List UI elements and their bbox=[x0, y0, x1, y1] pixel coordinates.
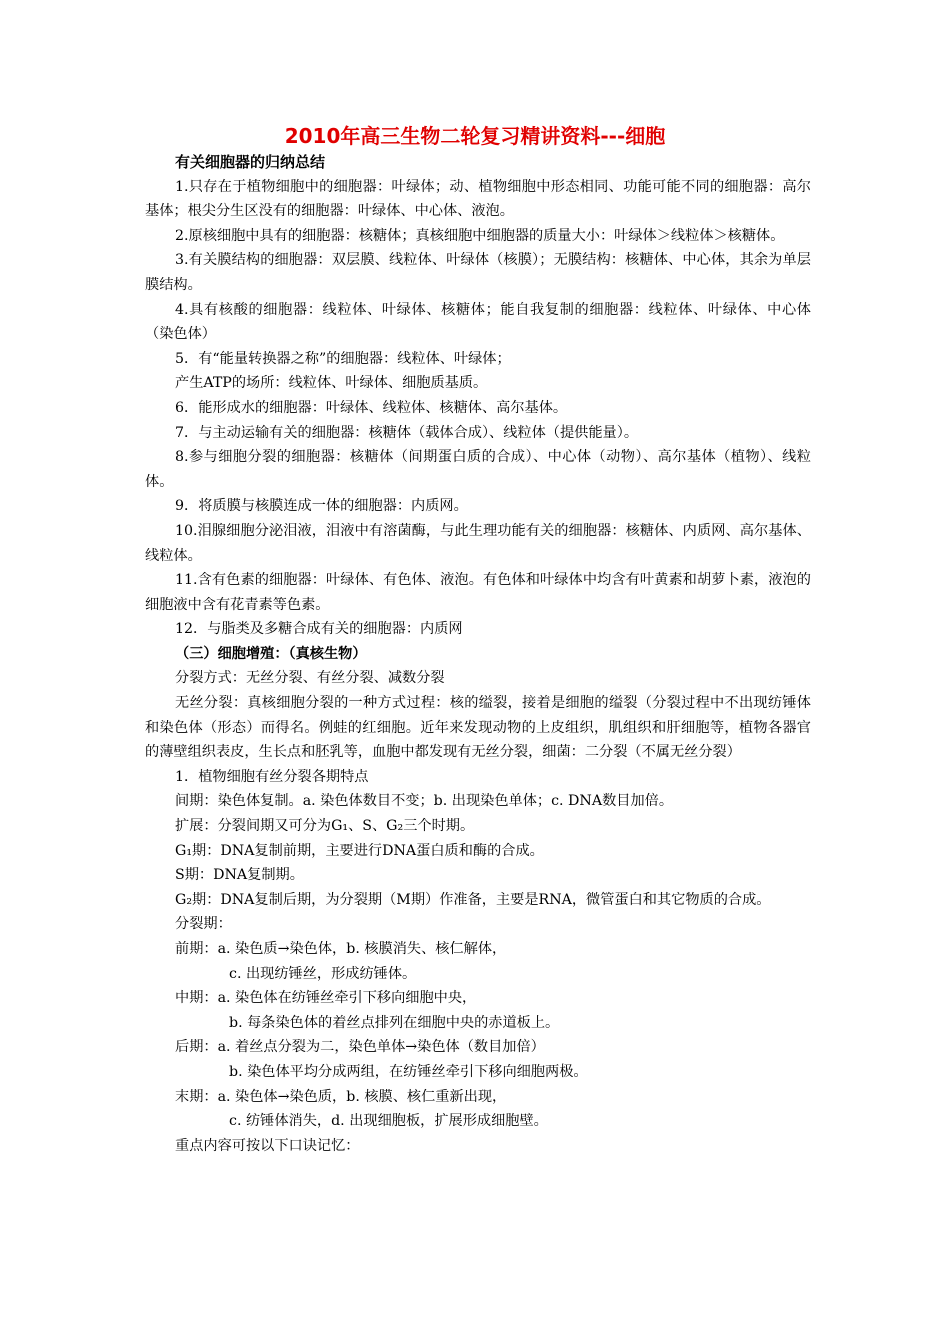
paragraph: 8.参与细胞分裂的细胞器：核糖体（间期蛋白质的合成）、中心体（动物）、高尔基体（植物）、线粒体。 bbox=[145, 449, 811, 490]
section-heading: 有关细胞器的归纳总结 bbox=[175, 153, 326, 171]
paragraph: 中期：a. 染色体在纺锤丝牵引下移向细胞中央， bbox=[175, 990, 477, 1007]
paragraph: 前期：a. 染色质→染色体，b. 核膜消失、核仁解体， bbox=[175, 941, 507, 957]
paragraph: 3.有关膜结构的细胞器：双层膜、线粒体、叶绿体（核膜）；无膜结构：核糖体、中心体，其余为单层膜结构。 bbox=[145, 252, 811, 293]
paragraph: c. 出现纺锤丝，形成纺锤体。 bbox=[229, 965, 417, 982]
paragraph: 分裂方式：无丝分裂、有丝分裂、减数分裂 bbox=[175, 670, 445, 687]
paragraph: S期：DNA复制期。 bbox=[175, 867, 304, 884]
paragraph: 7．与主动运输有关的细胞器：核糖体（载体合成）、线粒体（提供能量）。 bbox=[175, 424, 639, 441]
paragraph: 扩展：分裂间期又可分为G₁、S、G₂三个时期。 bbox=[175, 818, 475, 835]
document-body bbox=[145, 150, 811, 1158]
paragraph: G₁期：DNA复制前期，主要进行DNA蛋白质和酶的合成。 bbox=[175, 842, 544, 859]
paragraph: b. 染色体平均分成两组，在纺锤丝牵引下移向细胞两极。 bbox=[229, 1063, 588, 1080]
paragraph: 11.含有色素的细胞器：叶绿体、有色体、液泡。有色体和叶绿体中均含有叶黄素和胡萝卜素，液泡的细胞液中含有花青素等色素。 bbox=[145, 572, 811, 613]
paragraph: 6．能形成水的细胞器：叶绿体、线粒体、核糖体、高尔基体。 bbox=[175, 399, 568, 416]
paragraph: 9．将质膜与核膜连成一体的细胞器：内质网。 bbox=[175, 498, 468, 515]
paragraph: 间期：染色体复制。a. 染色体数目不变；b. 出现染色单体；c. DNA数目加倍。 bbox=[175, 793, 674, 810]
paragraph: 分裂期： bbox=[175, 916, 232, 933]
paragraph: 无丝分裂：真核细胞分裂的一种方式过程：核的缢裂，接着是细胞的缢裂（分裂过程中不出现纺锤体和染色体（形态）而得名。例蛙的红细胞。近年来发现动物的上皮组织，肌组织和肝细胞等，植物各器官的薄壁组织表皮，生长点和胚乳等，血胞中都发现有无丝分裂，细菌：二分裂（不属无丝分裂） bbox=[145, 695, 811, 761]
paragraph: 1.只存在于植物细胞中的细胞器：叶绿体；动、植物细胞中形态相同、功能可能不同的细胞器：高尔基体；根尖分生区没有的细胞器：叶绿体、中心体、液泡。 bbox=[145, 178, 811, 220]
paragraph: 末期：a. 染色体→染色质，b. 核膜、核仁重新出现， bbox=[175, 1088, 507, 1105]
paragraph: 产生ATP的场所：线粒体、叶绿体、细胞质基质。 bbox=[175, 375, 488, 392]
paragraph: 12．与脂类及多糖合成有关的细胞器：内质网 bbox=[175, 621, 463, 638]
paragraph: 重点内容可按以下口诀记忆： bbox=[175, 1137, 360, 1154]
paragraph: 4.具有核酸的细胞器：线粒体、叶绿体、核糖体；能自我复制的细胞器：线粒体、叶绿体、中心体（染色体） bbox=[145, 301, 811, 343]
paragraph: 5．有“能量转换器之称”的细胞器：线粒体、叶绿体； bbox=[175, 350, 511, 367]
paragraph: b. 每条染色体的着丝点排列在细胞中央的赤道板上。 bbox=[229, 1014, 560, 1031]
document-title: 2010年高三生物二轮复习精讲资料---细胞 bbox=[284, 124, 666, 148]
section-heading: （三）细胞增殖：（真核生物） bbox=[175, 645, 367, 662]
paragraph: 后期：a. 着丝点分裂为二，染色单体→染色体（数目加倍） bbox=[175, 1039, 545, 1056]
paragraph: 10.泪腺细胞分泌泪液，泪液中有溶菌酶，与此生理功能有关的细胞器：核糖体、内质网、高尔基体、线粒体。 bbox=[145, 522, 811, 564]
paragraph: 1．植物细胞有丝分裂各期特点 bbox=[175, 768, 369, 785]
paragraph: 2.原核细胞中具有的细胞器：核糖体；真核细胞中细胞器的质量大小：叶绿体＞线粒体＞核糖体。 bbox=[175, 227, 785, 244]
paragraph: c. 纺锤体消失，d. 出现细胞板，扩展形成细胞壁。 bbox=[229, 1113, 548, 1130]
paragraph: G₂期：DNA复制后期，为分裂期（M期）作准备，主要是RNA，微管蛋白和其它物质的合成。 bbox=[175, 891, 771, 908]
